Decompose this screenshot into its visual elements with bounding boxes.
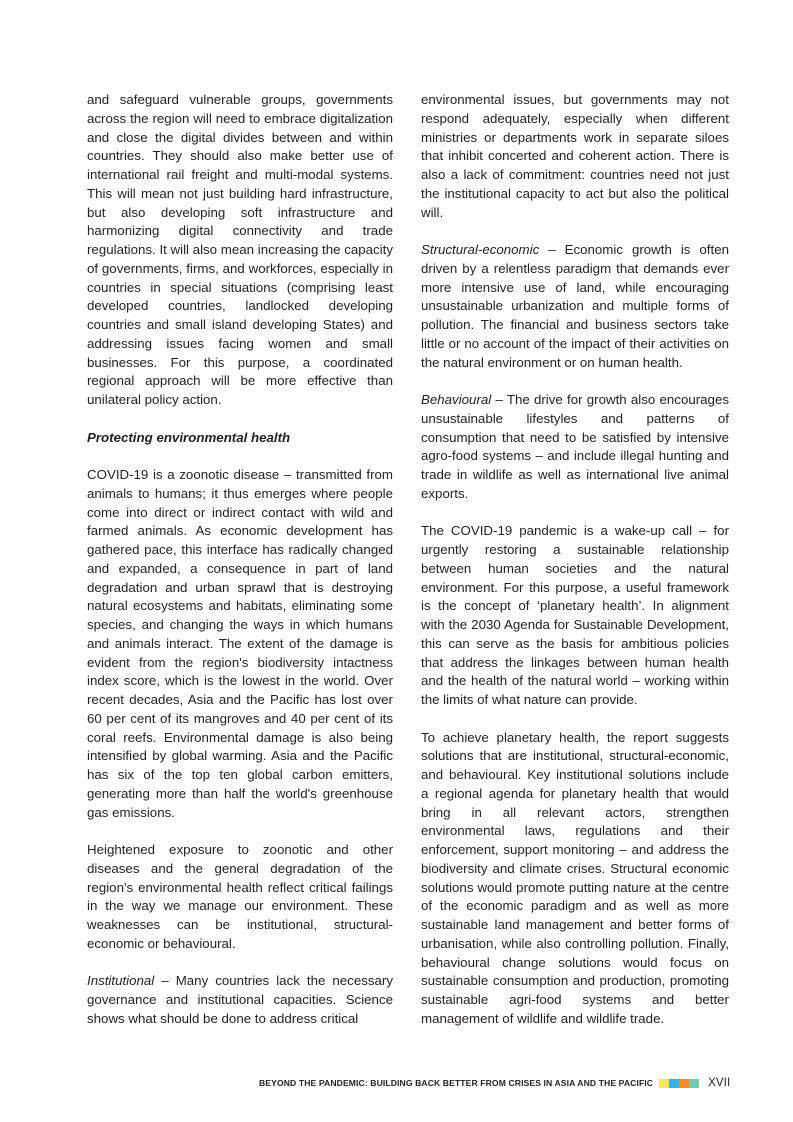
right-column [421, 91, 729, 1047]
paragraph: Heightened exposure to zoonotic and other diseases and the general degradation of the region's environmental health reflect critical failings in the way we manage our environment. These weaknesses can be institutional, structural-economic or behavioural. [87, 842, 393, 951]
section-heading: Protecting environmental health [87, 429, 291, 445]
page-footer [259, 1077, 730, 1089]
color-swatch [659, 1079, 669, 1088]
color-swatch [679, 1079, 689, 1088]
running-title: BEYOND THE PANDEMIC: BUILDING BACK BETTER FROM CRISES IN ASIA AND THE PACIFIC [259, 1078, 654, 1088]
page-number: XVII [708, 1077, 731, 1089]
paragraph-text: – Economic growth is often driven by a relentless paradigm that demands ever more intensive use of land, while encouraging unsustainable urbanization and multiple forms of pollution. The financial and business sectors take little or no account of the impact of their activities on the natural environment or on human health. [421, 242, 729, 370]
paragraph [87, 972, 393, 1028]
paragraph [421, 391, 729, 504]
left-column [87, 91, 393, 1047]
color-swatch [689, 1079, 699, 1088]
paragraph-text: – Many countries lack the necessary governance and institutional capacities. Science shows what should be done to address critical [87, 973, 393, 1026]
paragraph: The COVID-19 pandemic is a wake-up call – for urgently restoring a sustainable relationship between human societies and the natural environment. For this purpose, a useful framework is the concept of ‘planetary health’. In alignment with the 2030 Agenda for Sustainable Development, this can serve as the basis for ambitious policies that address the linkages between human health and the health of the natural world – working within the limits of what nature can provide. [421, 523, 729, 707]
paragraph: COVID-19 is a zoonotic disease – transmitted from animals to humans; it thus emerges where people come into direct or indirect contact with wild and farmed animals. As economic development has gathered pace, this interface has radically changed and expanded, a consequence in part of land degradation and urban sprawl that is destroying natural ecosystems and habitats, eliminating some species, and changing the ways in which humans and animals interact. The extent of the damage is evident from the region's biodiversity intactness index score, which is the lowest in the world. Over recent decades, Asia and the Pacific has lost over 60 per cent of its mangroves and 40 per cent of its coral reefs. Environmental damage is also being intensified by global warming. Asia and the Pacific has six of the top ten global carbon emitters, generating more than half the world's greenhouse gas emissions. [87, 467, 393, 820]
run-in-label: Structural-economic [421, 242, 540, 257]
run-in-label: Behavioural [421, 392, 492, 407]
run-in-label: Institutional [87, 973, 155, 989]
paragraph: To achieve planetary health, the report suggests solutions that are institutional, structural-economic, and behavioural. Key institutional solutions include a regional agenda for planetary health that would bring in all relevant actors, strengthen environmental laws, regulations and their enforcement, support monitoring – and address the biodiversity and climate crises. Structural economic solutions would promote putting nature at the centre of the economic paradigm and as well as more sustainable land management and better forms of urbanisation, while also controlling pollution. Finally, behavioural change solutions would focus on sustainable consumption and production, promoting sustainable agri-food systems and better management of wildlife and wildlife trade. [421, 729, 729, 1026]
color-bar [659, 1079, 699, 1088]
paragraph: environmental issues, but governments may not respond adequately, especially when different ministries or departments work in separate siloes that inhibit concerted and coherent action. There is also a lack of commitment: countries need not just the institutional capacity to act but also the political will. [421, 92, 729, 220]
paragraph-text: – The drive for growth also encourages unsustainable lifestyles and patterns of consumption that need to be satisfied by intensive agro-food systems – and include illegal hunting and trade in wildlife as well as international live animal exports. [421, 392, 729, 501]
paragraph [421, 241, 729, 372]
color-swatch [669, 1079, 679, 1088]
paragraph: and safeguard vulnerable groups, governments across the region will need to embrace digitalization and close the digital divides between and within countries. They should also make better use of international rail freight and multi-modal systems. This will mean not just building hard infrastructure, but also developing soft infrastructure and harmonizing digital connectivity and trade regulations. It will also mean increasing the capacity of governments, firms, and workforces, especially in countries in special situations (comprising least developed countries, landlocked developing countries and small island developing States) and addressing issues facing women and small businesses. For this purpose, a coordinated regional approach will be more effective than unilateral policy action. [87, 92, 393, 407]
